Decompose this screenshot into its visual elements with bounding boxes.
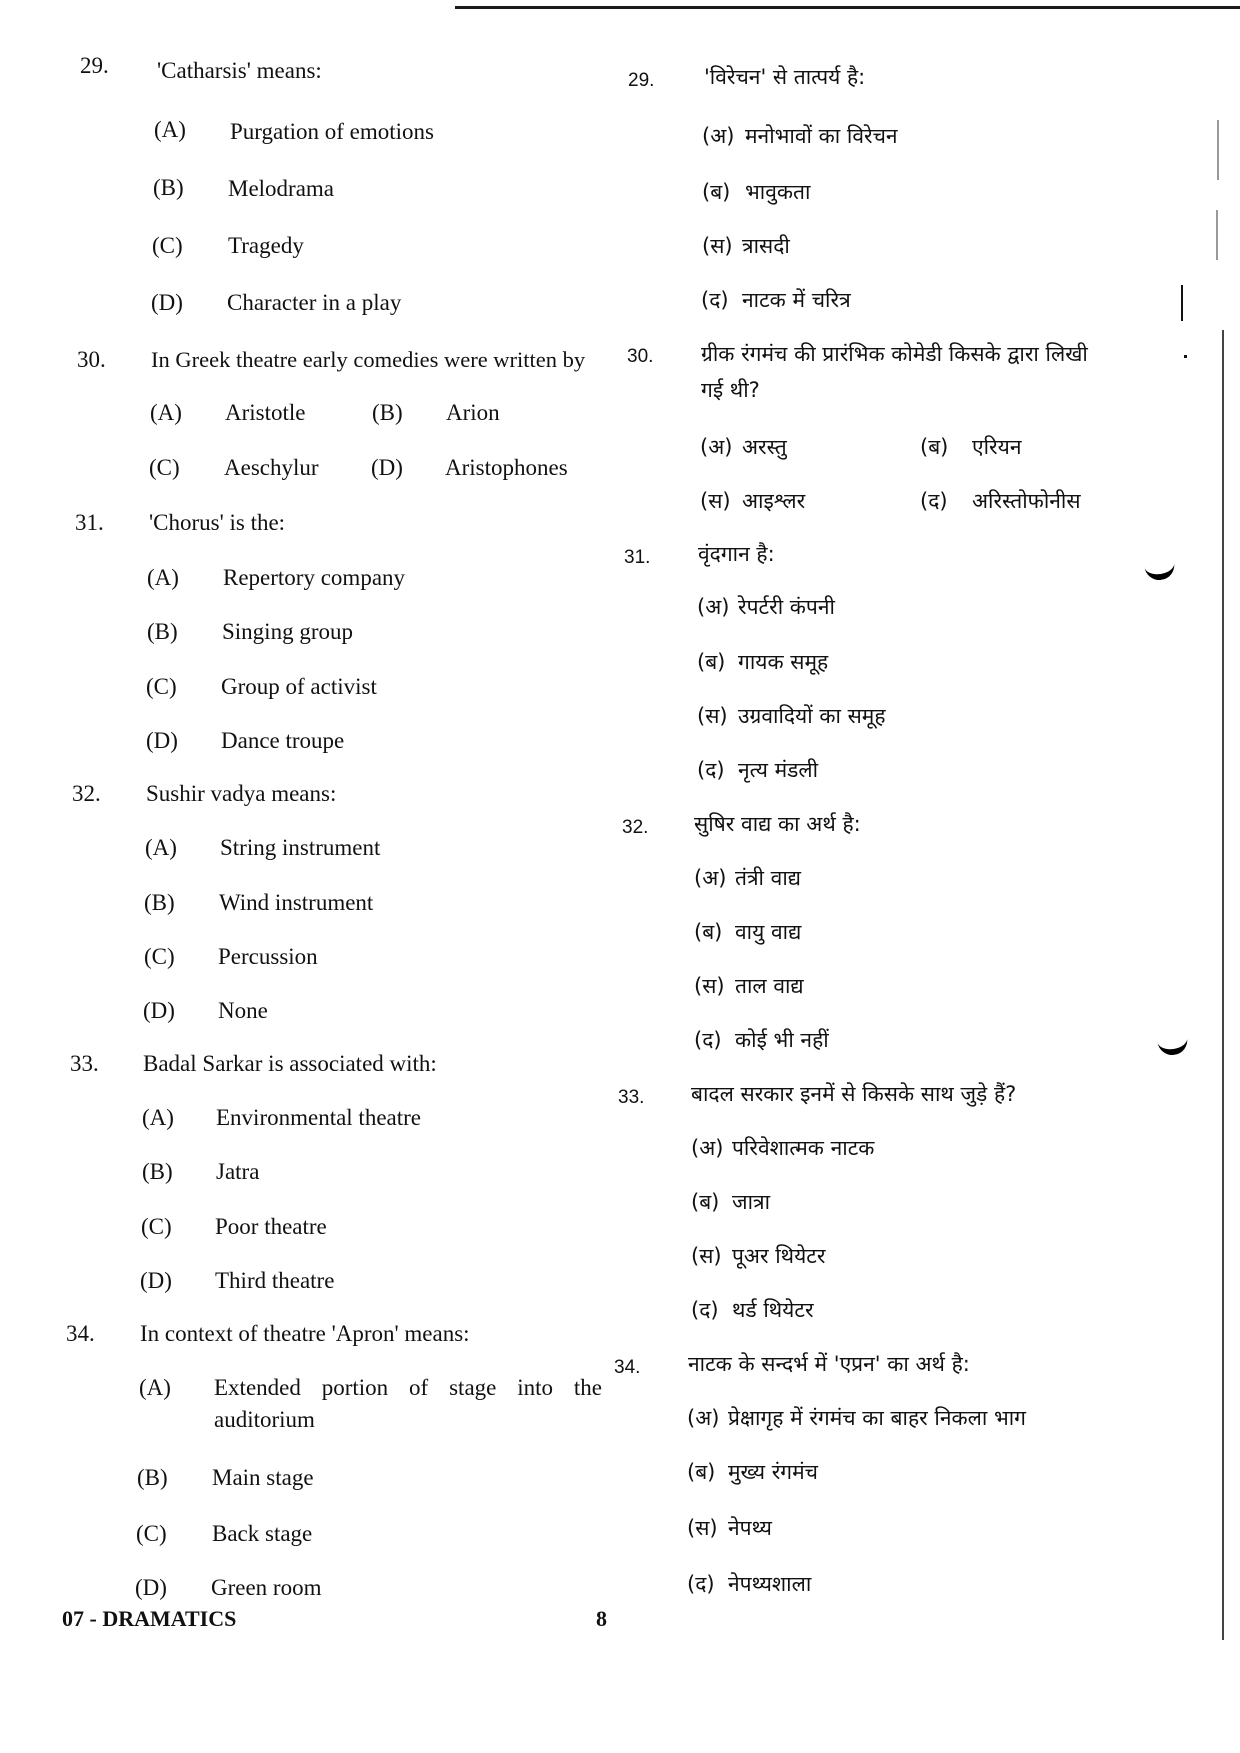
option-text-hindi: कोई भी नहीं [735,1028,829,1052]
scan-mark [1181,285,1183,321]
option-key: (B) [144,890,175,915]
scan-mark [1184,355,1187,358]
option-key: (D) [143,998,175,1023]
option-text-hindi: प्रेक्षागृह में रंगमंच का बाहर निकला भाग [728,1406,1026,1430]
option-key-hindi: (अ) [691,1136,724,1160]
option-text: Aristophones [445,455,568,480]
option-text: Arion [446,400,500,425]
question-number-hindi: 29. [628,70,655,91]
option-text: Repertory company [223,565,406,590]
option-key: (A) [150,400,182,425]
option-text: Third theatre [215,1268,335,1293]
option-key-hindi: (ब) [702,180,731,204]
option-text: Poor theatre [215,1214,327,1239]
option-text-hindi: नेपथ्य [728,1516,772,1540]
option-key-hindi: (द) [687,1572,715,1596]
option-key: (C) [149,455,180,480]
scan-blot [1144,558,1176,582]
option-text: Melodrama [228,176,335,201]
option-key-hindi: (द) [701,288,729,312]
option-text: Jatra [216,1159,260,1184]
question-text: In Greek theatre early comedies were written by [151,347,586,372]
option-text-hindi: गायक समूह [738,650,829,674]
option-text: Dance troupe [221,728,345,753]
option-text-hindi: त्रासदी [742,234,790,258]
option-text-hindi: नाटक में चरित्र [742,288,851,312]
option-text-hindi: रेपर्टरी कंपनी [738,595,835,619]
question-number-hindi: 32. [622,817,649,838]
option-key-hindi: (ब) [694,920,723,944]
option-key: (D) [146,728,178,753]
question-number: 32. [72,781,101,806]
option-text: Main stage [212,1465,314,1490]
option-text: Green room [211,1575,322,1600]
option-text-hindi: उग्रवादियों का समूह [738,704,886,728]
option-key-hindi: (ब) [920,435,949,459]
option-key-hindi: (द) [694,1028,722,1052]
option-text-hindi: नेपथ्यशाला [728,1572,812,1596]
option-text-hindi: अरिस्तोफोनीस [972,489,1081,513]
option-key-hindi: (ब) [687,1460,716,1484]
option-text: Percussion [218,944,318,969]
option-key-hindi: (अ) [702,124,735,148]
top-rule [455,6,1240,9]
option-key: (A) [154,117,186,142]
question-text: Badal Sarkar is associated with: [143,1051,437,1076]
option-text: Character in a play [227,290,402,315]
question-text-hindi: नाटक के सन्दर्भ में 'एप्रन' का अर्थ है: [688,1352,970,1376]
page-number: 8 [596,1606,607,1631]
option-text: Environmental theatre [216,1105,422,1130]
option-text-hindi: अरस्तु [742,435,787,459]
option-key: (A) [142,1105,174,1130]
option-key-hindi: (स) [691,1244,722,1268]
option-text-hindi: तंत्री वाद्य [735,866,802,890]
option-key: (D) [371,455,403,480]
option-text: String instrument [220,835,381,860]
option-key-hindi: (ब) [691,1190,720,1214]
question-text-hindi: 'विरेचन' से तात्पर्य है: [704,65,866,89]
question-number-hindi: 31. [624,547,651,568]
option-text-hindi: नृत्य मंडली [738,758,819,782]
option-key-hindi: (द) [691,1298,719,1322]
option-text-hindi: ताल वाद्य [735,974,804,998]
option-key: (C) [136,1521,167,1546]
option-key-hindi: (द) [920,489,948,513]
option-key-hindi: (स) [702,234,733,258]
question-text: 'Chorus' is the: [149,510,286,535]
question-number-hindi: 33. [618,1087,645,1108]
question-number: 30. [77,347,106,372]
option-text-hindi: एरियन [972,435,1022,459]
option-key-hindi: (स) [697,704,728,728]
option-text-hindi: परिवेशात्मक नाटक [732,1136,875,1160]
scan-blot [1157,1033,1189,1057]
option-key: (C) [141,1214,172,1239]
option-text-hindi: पूअर थियेटर [732,1244,826,1268]
option-text: Aristotle [225,400,306,425]
option-key-hindi: (ब) [697,650,726,674]
option-text-hindi: जात्रा [732,1190,771,1214]
option-text-hindi: आइश्लर [742,489,806,513]
question-text-hindi: ग्रीक रंगमंच की प्रारंभिक कोमेडी किसके द्वारा लिखी [701,342,1088,366]
option-key-hindi: (अ) [697,595,730,619]
scan-edge [1222,330,1224,1640]
scan-mark [1217,120,1219,180]
option-key: (A) [145,835,177,860]
question-number-hindi: 30. [627,346,654,367]
option-key: (B) [147,619,178,644]
option-text: Tragedy [228,233,304,258]
question-text: Sushir vadya means: [146,781,337,806]
option-text: Back stage [212,1521,313,1546]
option-key: (B) [142,1159,173,1184]
question-text-hindi-line2: गई थी? [701,378,760,402]
option-text-hindi: वायु वाद्य [735,920,802,944]
option-key-hindi: (स) [700,489,731,513]
option-key-hindi: (स) [694,974,725,998]
option-key: (B) [372,400,403,425]
question-text-hindi: सुषिर वाद्य का अर्थ है: [694,812,861,836]
option-key: (B) [153,175,184,200]
option-key: (B) [137,1465,168,1490]
option-text: Group of activist [221,674,377,699]
subject-code-footer: 07 - DRAMATICS [62,1606,237,1631]
option-key-hindi: (स) [687,1516,718,1540]
option-key: (A) [147,565,179,590]
option-text-hindi: थर्ड थियेटर [732,1298,814,1322]
option-text: None [218,998,268,1023]
option-key: (C) [144,944,175,969]
option-text-hindi: मुख्य रंगमंच [728,1460,819,1484]
option-key: (C) [146,674,177,699]
option-key-hindi: (अ) [700,435,733,459]
option-key: (D) [135,1575,167,1600]
option-text: Singing group [222,619,353,644]
option-key-hindi: (अ) [694,866,727,890]
option-text: Aeschylur [224,455,319,480]
question-number: 29. [80,53,109,78]
option-key: (D) [151,290,183,315]
question-text: In context of theatre 'Apron' means: [140,1321,470,1346]
option-key-hindi: (द) [697,758,725,782]
option-key-hindi: (अ) [687,1406,720,1430]
question-text: 'Catharsis' means: [157,58,322,83]
option-text: Purgation of emotions [230,119,435,144]
question-number: 33. [70,1051,99,1076]
option-key: (A) [139,1375,171,1400]
scan-mark [1216,210,1218,260]
question-text-hindi: वृंदगान है: [698,542,775,566]
question-number-hindi: 34. [614,1357,641,1378]
question-number: 34. [66,1321,95,1346]
option-text-hindi: मनोभावों का विरेचन [745,124,898,148]
option-key: (D) [140,1268,172,1293]
option-text-hindi: भावुकता [745,180,811,204]
option-key: (C) [152,233,183,258]
question-number: 31. [75,510,104,535]
option-text: Wind instrument [219,890,374,915]
option-text: Extended portion of stage into the auditorium [214,1375,602,1433]
question-text-hindi: बादल सरकार इनमें से किसके साथ जुड़े हैं? [691,1082,1017,1106]
